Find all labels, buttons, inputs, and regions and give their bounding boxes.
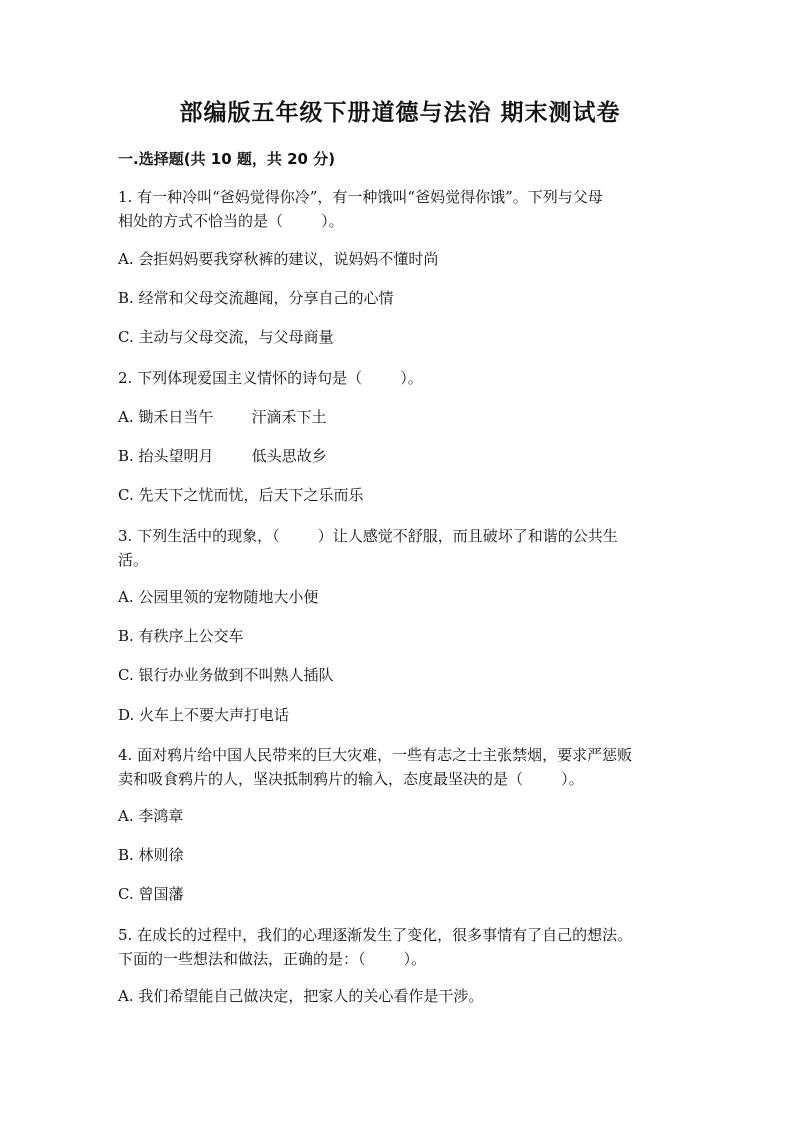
- question-2-stem-line-1: 2. 下列体现爱国主义情怀的诗句是（ ）。: [118, 369, 423, 387]
- question-2-option-a: A. 锄禾日当午 汗滴禾下土: [118, 408, 327, 426]
- question-1-option-b: B. 经常和父母交流趣闻，分享自己的心情: [118, 289, 394, 307]
- question-4-option-c: C. 曾国藩: [118, 885, 184, 903]
- question-2-option-c: C. 先天下之忧而忧，后天下之乐而乐: [118, 486, 364, 504]
- question-5-option-a: A. 我们希望能自己做决定，把家人的关心看作是干涉。: [118, 987, 484, 1005]
- question-4-stem-line-2: 卖和吸食鸦片的人，坚决抵制鸦片的输入，态度最坚决的是（ ）。: [118, 770, 584, 788]
- question-5-stem-line-1: 5. 在成长的过程中，我们的心理逐渐发生了变化，很多事情有了自己的想法。: [118, 926, 633, 944]
- question-3-option-c: C. 银行办业务做到不叫熟人插队: [118, 666, 334, 684]
- question-1-option-c: C. 主动与父母交流，与父母商量: [118, 328, 334, 346]
- question-3-stem-line-2: 活。: [118, 551, 149, 569]
- page-title: 部编版五年级下册道德与法治 期末测试卷: [179, 100, 621, 126]
- question-5-stem-line-2: 下面的一些想法和做法，正确的是：（ ）。: [118, 950, 427, 968]
- question-1-stem-line-1: 1. 有一种冷叫“爸妈觉得你冷”，有一种饿叫“爸妈觉得你饿”。下列与父母: [118, 188, 603, 206]
- question-3-option-a: A. 公园里领的宠物随地大小便: [118, 588, 319, 606]
- question-1-option-a: A. 会拒妈妈要我穿秋裤的建议，说妈妈不懂时尚: [118, 250, 439, 268]
- question-4-option-b: B. 林则徐: [118, 846, 184, 864]
- question-3-stem-line-1: 3. 下列生活中的现象，（ ）让人感觉不舒服，而且破坏了和谐的公共生: [118, 527, 618, 545]
- section-heading: 一.选择题(共 10 题，共 20 分): [118, 150, 336, 168]
- question-4-stem-line-1: 4. 面对鸦片给中国人民带来的巨大灾难，一些有志之士主张禁烟，要求严惩贩: [118, 746, 633, 764]
- question-2-option-b: B. 抬头望明月 低头思故乡: [118, 447, 327, 465]
- question-1-stem-line-2: 相处的方式不恰当的是（ ）。: [118, 212, 344, 230]
- question-3-option-d: D. 火车上不要大声打电话: [118, 706, 290, 724]
- question-4-option-a: A. 李鸿章: [118, 807, 184, 825]
- question-3-option-b: B. 有秩序上公交车: [118, 627, 244, 645]
